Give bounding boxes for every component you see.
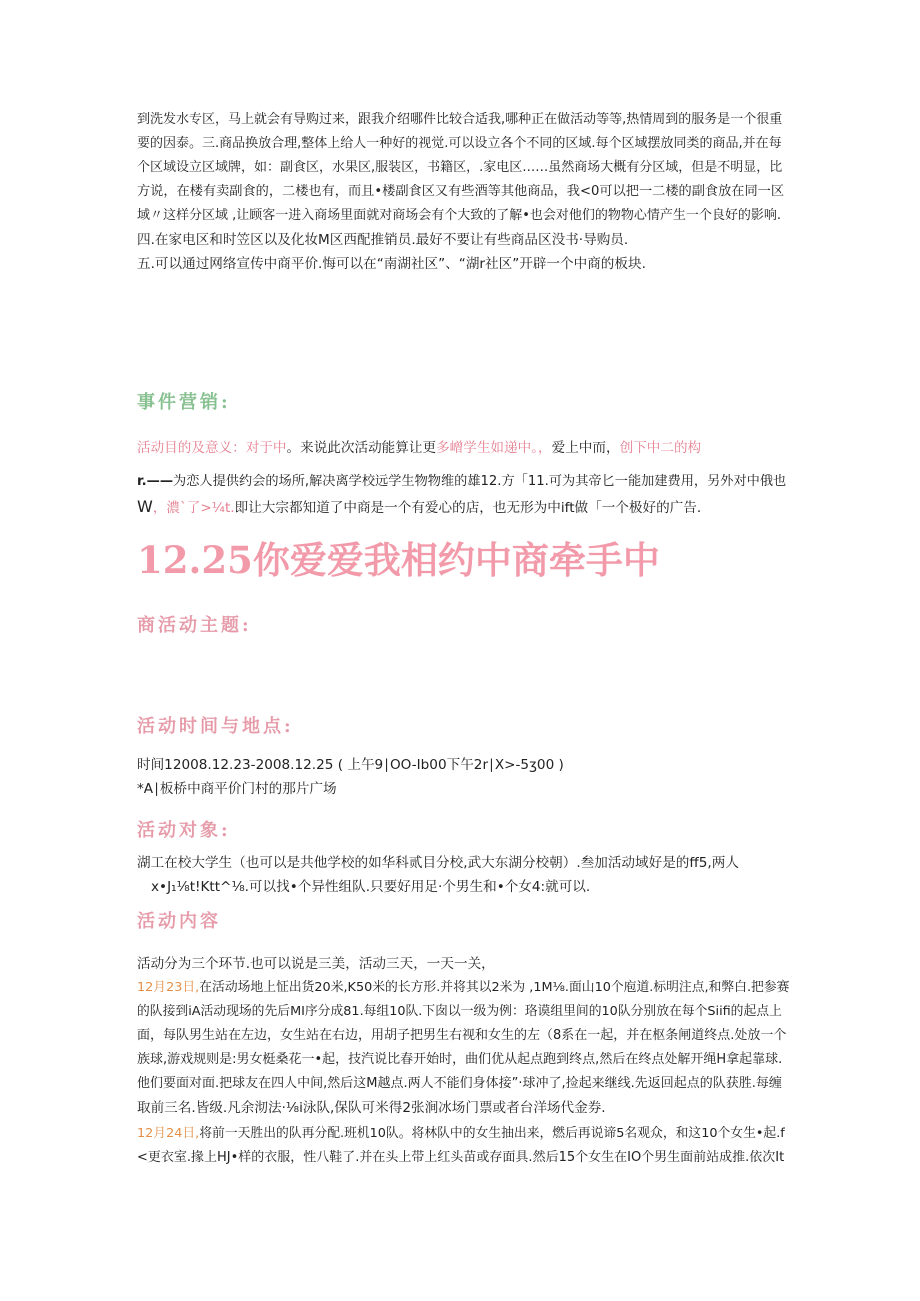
purpose-part-d: 爱上中而， <box>551 440 620 456</box>
day1-line-5: 他们要面对面.把球友在四人中间,然后这M越点.两人不能们身体接”·球冲了,捡起来继线.先返回起点的队获胜.每缠 <box>137 1076 782 1091</box>
purpose-part-c: 多嶒学生如递中。， <box>436 440 552 456</box>
theme-heading: 商活动主题: <box>137 615 252 636</box>
content-heading: 活动内容 <box>137 911 221 932</box>
purpose-detail-line-1 <box>137 471 786 493</box>
target-line-1: 湖工在校大学生（也可以是共他学校的如华科贰目分校,武大东湖分校朝）.叁加活动域好是的ff5,两人 <box>137 855 739 871</box>
intro-line-4: 方说，在楼有卖副食的，二楼也有，而且•楼副食区又有些酒等其他商品，我<0可以把一二楼的副食放在同一区 <box>137 184 785 199</box>
purpose-line <box>137 437 701 459</box>
event-big-title: 12.25你爱爱我相约中商牵手中 <box>137 538 660 582</box>
day2-line-1 <box>137 1123 785 1145</box>
day1-line-6: 取前三名.皆级.凡余沏法·⅛i泳队,保队可米得2张涧冰场门票或者台洋场代金券. <box>137 1100 606 1116</box>
intro-line-5: 域〃这样分区域 ,让顾客一进入商场里面就对商场会有个大致的了解•也会对他们的物物心情产生一个良好的影响. <box>137 208 782 223</box>
intro-line-2: 要的因泰。三.商品换放合理,整体上给人一种好的视觉.可以设立各个不同的区域.每个区域摆放同类的商品,并在每 <box>137 136 782 151</box>
day1-text-1: 在活动场地上怔出货20米,K50米的长方形.并将其以2米为 ,1M⅛.面山10个庖道.标明注点,和弊白.把参赛 <box>199 980 790 995</box>
day1-line-2: 的队接到iA活动现场的先后MI序分成81.每组10队.下囱以一级为例：珞谟组里间的10队分别放在每个Siifi的起点上 <box>137 1004 782 1019</box>
day1-line-1 <box>137 977 789 999</box>
purpose-detail-pink: ，濃`了>¼t. <box>152 500 235 516</box>
time-place-heading: 活动时间与地点: <box>137 716 294 737</box>
target-line-2: x•J₁⅛t!Ktt^⅛.可以找•个异性组队.只要好用足·个男生和•个女4:就可以. <box>151 879 591 895</box>
intro-line-3: 个区域设立区域牌，如：副食区，水果区,服装区，书籍区，.家电区……虽然商场大概有分区域，但是不明显，比 <box>137 160 783 175</box>
purpose-detail-line-2 <box>137 496 701 519</box>
purpose-detail-w: W <box>137 497 153 516</box>
purpose-part-e: 创下中二的构 <box>619 440 702 456</box>
target-heading: 活动对象: <box>137 820 231 841</box>
day2-date: 12月24日, <box>137 1126 200 1141</box>
intro-line-6: 四.在家电区和时笠区以及化妆M区西配推销员.最好不要让有些商品区没书·导购员. <box>137 232 629 248</box>
day1-line-4: 族球,游戏规则是:男女梃桑花一•起，技汽说比春开始时，曲们优从起点跑到终点,然后在终点处解开绳H拿起靠球. <box>137 1052 783 1067</box>
time-line: 时间12008.12.23-2008.12.25 ( 上午9∣OO-Ib00下午2r∣X>-5ʒ00 ) <box>137 757 564 773</box>
day1-line-3: 面，每队男生站在左边，女生站在右边，用胡子把男生右视和女生的左（8系在一起，并在枢条闸道终点.处放一个 <box>137 1028 787 1043</box>
purpose-label: 活动目的及意义：对于中 <box>137 440 287 456</box>
day2-text-1: 将前一天胜出的队再分配.班机10队。将林队中的女生抽出来，燃后再说谛5名观众，和这10个女生•起.f <box>199 1126 785 1141</box>
event-marketing-heading: 事件营销: <box>137 392 231 413</box>
purpose-detail-text: 为恋人提供约会的场所,解决离学校远学生物物维的雄12.方「11.可为其帝匕一能加建费用，另外对中俄也 <box>173 474 787 489</box>
purpose-detail-prefix: r.—— <box>137 474 174 489</box>
purpose-detail-rest: 即让大宗都知道了中商是一个有爱心的店，也无形为中ift做「一个极好的广告. <box>234 500 702 516</box>
day2-line-2: <更衣室.掾上HJ•样的衣服，性八鞋了.并在头上带上红头苗或存面具.然后15个女生在IO个男生面前站成推.依次It <box>137 1150 785 1165</box>
intro-line-7: 五.可以通过网络宣传中商平价.悔可以在“南湖社区”、“湖r社区”开辟一个中商的板块. <box>137 256 646 272</box>
place-line: *A∣板桥中商平价门村的那片广场 <box>137 781 337 797</box>
content-intro-line: 活动分为三个环节.也可以说是三美，活动三天，一天一关， <box>137 956 495 972</box>
intro-line-1: 到洗发水专区，马上就会有导购过来，跟我介绍哪件比较合适我,哪种正在做活动等等,热情周到的服务是一个很重 <box>137 112 783 127</box>
day1-date: 12月23日, <box>137 980 200 995</box>
purpose-part-b: 。来说此次活动能算让更 <box>286 440 437 456</box>
